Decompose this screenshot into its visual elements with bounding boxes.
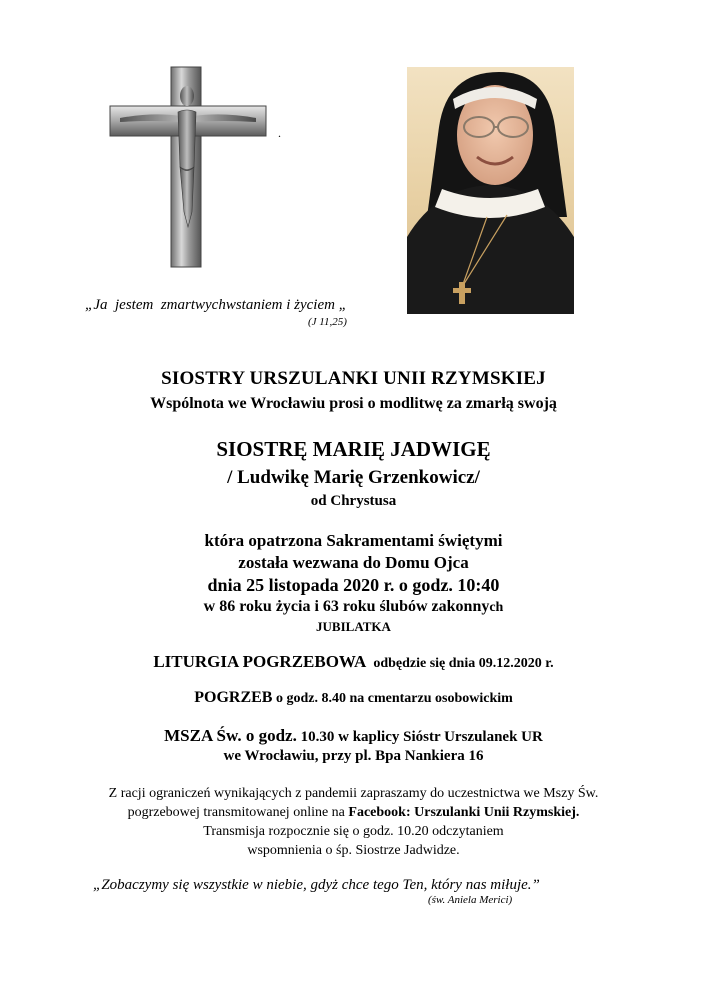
deceased-name: SIOSTRĘ MARIĘ JADWIGĘ [216, 437, 491, 461]
death-info-line2: została wezwana do Domu Ojca [238, 553, 469, 572]
closing-quote-reference: (św. Aniela Merici) [428, 894, 513, 906]
community-subtitle: Wspólnota we Wrocławiu prosi o modlitwę za zmarłą swoją [150, 395, 557, 412]
burial-label: POGRZEB [194, 689, 273, 706]
notice-line2-text: pogrzebowej transmitowanej online na [127, 805, 349, 820]
burial-line [0, 689, 707, 707]
stray-dot: . [278, 126, 281, 140]
community-title: SIOSTRY URSZULANKI UNII RZYMSKIEJ [161, 368, 546, 389]
closing-quote: „Zobaczymy się wszystkie w niebie, gdyż chce tego Ten, który nas miłuje.” [93, 877, 540, 893]
age-and-vows-end: ch [489, 600, 504, 615]
notice-line3: Transmisja rozpocznie się o godz. 10.20 odczytaniem [203, 824, 504, 839]
deceased-religious-suffix: od Chrystusa [310, 493, 397, 509]
death-info-line1: która opatrzona Sakramentami świętymi [204, 531, 503, 550]
liturgy-label: LITURGIA POGRZEBOWA [153, 652, 367, 671]
scripture-quote: „Ja jestem zmartwychwstaniem i życiem „ [85, 297, 348, 313]
jubilee-label: JUBILATKA [316, 619, 391, 634]
deceased-civil-name: / Ludwikę Marię Grzenkowicz/ [227, 467, 480, 488]
mass-place: we Wrocławiu, przy pl. Bpa Nankiera 16 [223, 748, 484, 764]
liturgy-date: odbędzie się dnia 09.12.2020 r. [366, 656, 554, 671]
age-and-vows-main: w 86 roku życia i 63 roku ślubów zakonny [203, 598, 490, 615]
mass-line [0, 726, 707, 746]
mass-label: MSZA Św. o godz. [164, 726, 297, 745]
notice-line2 [0, 805, 707, 821]
notice-line4: wspomnienia o śp. Siostrze Jadwidze. [247, 843, 460, 858]
liturgy-line [0, 652, 707, 672]
facebook-page-name: Facebook: Urszulanki Unii Rzymskiej. [348, 805, 580, 820]
portrait-photo [407, 67, 574, 314]
crucifix-image [108, 62, 268, 272]
death-date: dnia 25 listopada 2020 r. o godz. 10:40 [207, 575, 500, 595]
notice-line1: Z racji ograniczeń wynikających z pandemii zapraszamy do uczestnictwa we Mszy Św. [108, 786, 599, 801]
burial-details: o godz. 8.40 na cmentarzu osobowickim [272, 691, 513, 706]
scripture-reference: (J 11,25) [308, 316, 347, 328]
mass-details: 10.30 w kaplicy Sióstr Urszulanek UR [296, 729, 543, 745]
age-and-vows [0, 598, 707, 616]
